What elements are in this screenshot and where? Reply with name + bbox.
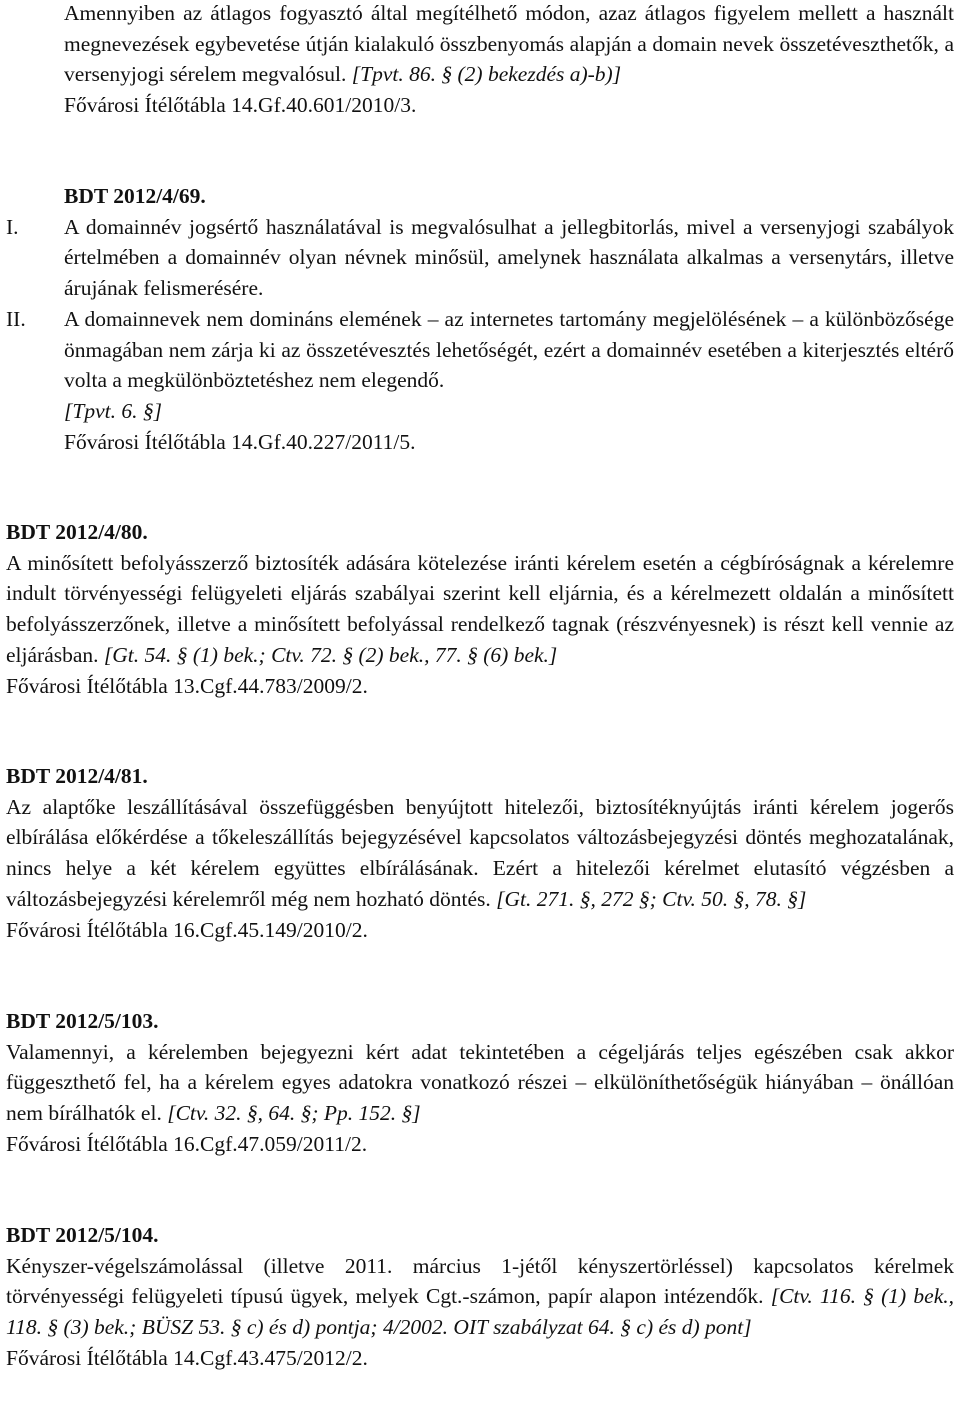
entry-paragraph <box>6 1037 954 1129</box>
item-number: I. <box>6 214 19 239</box>
intro-court: Fővárosi Ítélőtábla 14.Gf.40.601/2010/3. <box>64 93 417 118</box>
entry-heading: BDT 2012/5/103. <box>6 1009 159 1033</box>
entry-citation: [Ctv. 116. § (1) bek., 118. § (3) bek.; BÜSZ 53. § c) és d) pontja; 4/2002. OIT szabályzat 64. § c) és d) pont] <box>6 1284 955 1340</box>
entry-text: Valamennyi, a kérelemben bejegyezni kért adat tekintetében a cégeljárás teljes egészében csak akkor függeszthető fel, ha a kérelem egyes adatokra vonatkozó részei – elkülöníthetőségük hiányában – önállóan nem bírálhatók el. <box>6 1039 954 1126</box>
intro-section <box>6 0 954 121</box>
entry-bdt-2012-4-69 <box>6 181 954 457</box>
entry-bdt-2012-5-103 <box>6 1006 954 1160</box>
entry-court: Fővárosi Ítélőtábla 14.Cgf.43.475/2012/2. <box>6 1345 368 1370</box>
entry-heading: BDT 2012/4/81. <box>6 764 148 788</box>
entry-text: Kényszer-végelszámolással (illetve 2011. március 1-jétől kényszertörléssel) kapcsolatos kérelmek törvényességi felügyeleti típusú ügyek, melyek Cgt.-számon, papír alapon intézendők. <box>6 1253 954 1309</box>
entry-citation: [Ctv. 32. §, 64. §; Pp. 152. §] <box>167 1101 421 1126</box>
entry-bdt-2012-4-80 <box>6 517 954 701</box>
entry-text: Az alaptőke leszállításával összefüggésben benyújtott hitelezői, biztosítéknyújtás iránti kérelem jogerős elbírálása előkérdése a tőkeleszállítás bejegyzésével kapcsolatos változásbejegyzési döntés meghozatalának, nincs helye a két kérelem együttes elbírálásának. Ezért a hitelezői kérelmet elutasító végzésben a változásbejegyzési kérelemről még nem hozható döntés. <box>6 794 954 911</box>
entry-heading: BDT 2012/4/69. <box>64 184 206 208</box>
intro-paragraph <box>6 0 954 90</box>
entry-bdt-2012-5-104 <box>6 1220 954 1374</box>
entry-citation: [Tpvt. 6. §] <box>64 398 162 423</box>
entry-item-2 <box>6 304 954 396</box>
entry-paragraph <box>6 1251 954 1343</box>
entry-paragraph <box>6 548 954 671</box>
intro-text: Amennyiben az átlagos fogyasztó által megítélhető módon, azaz átlagos figyelem mellett a használt megnevezések egybevetése útján kialakuló összbenyomás alapján a domain nevek összetéveszthetők, a versenyjogi sérelem megvalósul. <box>64 1 954 87</box>
entry-citation: [Gt. 54. § (1) bek.; Ctv. 72. § (2) bek., 77. § (6) bek.] <box>103 642 558 667</box>
entry-text: A minősített befolyásszerző biztosíték adására kötelezése iránti kérelem esetén a cégbíróságnak a kérelemre indult törvényességi felügyeleti eljárás szabályai szerint kell eljárnia, és a kérelmezett oldalán a minősített befolyásszerzőnek, illetve a minősített befolyással rendelkező tagnak (részvényesnek) is részt kell vennie az eljárásban. <box>6 550 954 667</box>
entry-citation: [Gt. 271. §, 272 §; Ctv. 50. §, 78. §] <box>496 886 807 911</box>
item-number: II. <box>6 306 26 331</box>
entry-heading: BDT 2012/5/104. <box>6 1223 159 1247</box>
item-text: A domainnév jogsértő használatával is megvalósulhat a jellegbitorlás, mivel a versenyjogi szabályok értelmében a domainnév olyan névnek minősül, amelynek használata alkalmas a versenytárs, illetve árujának felismerésére. <box>64 214 954 301</box>
item-text: A domainnevek nem domináns elemének – az internetes tartomány megjelölésének – a különbözősége önmagában nem zárja ki az összetévesztés lehetőségét, ezért a domainnév esetében a kiterjesztés eltérő volta a megkülönböztetéshez nem elegendő. <box>64 306 954 393</box>
intro-citation: [Tpvt. 86. § (2) bekezdés a)-b)] <box>351 62 622 87</box>
entry-court: Fővárosi Ítélőtábla 14.Gf.40.227/2011/5. <box>64 429 416 454</box>
entry-item-1 <box>6 212 954 304</box>
entry-court: Fővárosi Ítélőtábla 13.Cgf.44.783/2009/2. <box>6 673 368 698</box>
entry-court: Fővárosi Ítélőtábla 16.Cgf.45.149/2010/2. <box>6 917 368 942</box>
entry-court: Fővárosi Ítélőtábla 16.Cgf.47.059/2011/2. <box>6 1131 368 1156</box>
entry-bdt-2012-4-81 <box>6 761 954 945</box>
entry-paragraph <box>6 792 954 915</box>
entry-heading: BDT 2012/4/80. <box>6 520 148 544</box>
